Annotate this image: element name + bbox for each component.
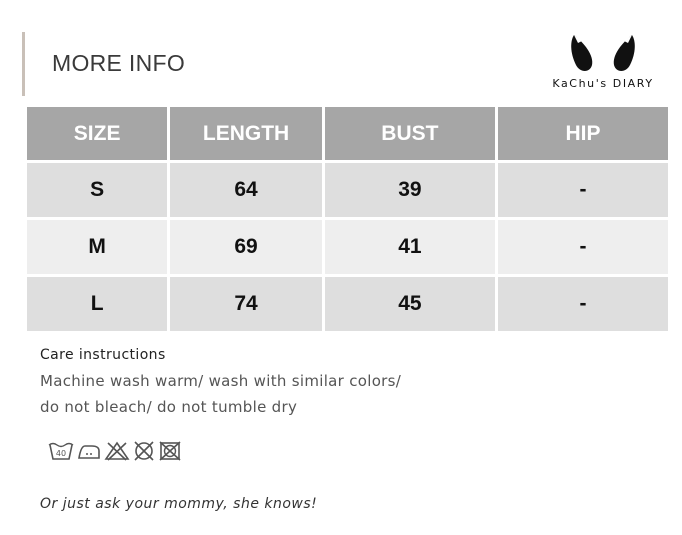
header-accent-bar xyxy=(22,32,25,96)
table-row xyxy=(26,162,670,219)
page-title: MORE INFO xyxy=(52,50,186,76)
care-symbols xyxy=(48,440,182,466)
cell-bust: 41 xyxy=(323,219,496,276)
cell-hip: - xyxy=(496,219,669,276)
column-header-size: SIZE xyxy=(26,106,169,162)
column-header-bust: BUST xyxy=(323,106,496,162)
no-dry-clean-icon xyxy=(132,440,156,467)
column-header-hip: HIP xyxy=(496,106,669,162)
care-instructions-line: do not bleach/ do not tumble dry xyxy=(40,398,298,416)
table-row xyxy=(26,276,670,333)
cell-bust: 39 xyxy=(323,162,496,219)
cell-hip: - xyxy=(496,162,669,219)
bunny-ears-icon xyxy=(568,33,638,75)
tagline: Or just ask your mommy, she knows! xyxy=(40,496,318,512)
care-instructions-title: Care instructions xyxy=(40,347,166,363)
brand-logo xyxy=(538,33,668,93)
size-table xyxy=(24,104,671,334)
column-header-length: LENGTH xyxy=(169,106,324,162)
table-row xyxy=(26,219,670,276)
no-tumble-dry-icon xyxy=(158,440,182,467)
wash-40-icon xyxy=(48,440,74,467)
care-instructions-line: Machine wash warm/ wash with similar colors/ xyxy=(40,372,402,390)
cell-length: 64 xyxy=(169,162,324,219)
cell-size: M xyxy=(26,219,169,276)
cell-length: 74 xyxy=(169,276,324,333)
cell-size: S xyxy=(26,162,169,219)
brand-name: KaChu's DIARY xyxy=(552,77,654,90)
no-bleach-icon xyxy=(104,440,130,467)
cell-hip: - xyxy=(496,276,669,333)
cell-bust: 45 xyxy=(323,276,496,333)
cell-length: 69 xyxy=(169,219,324,276)
wash-temp-label: 40 xyxy=(55,448,67,458)
iron-icon xyxy=(76,440,102,467)
cell-size: L xyxy=(26,276,169,333)
table-header-row xyxy=(26,106,670,162)
